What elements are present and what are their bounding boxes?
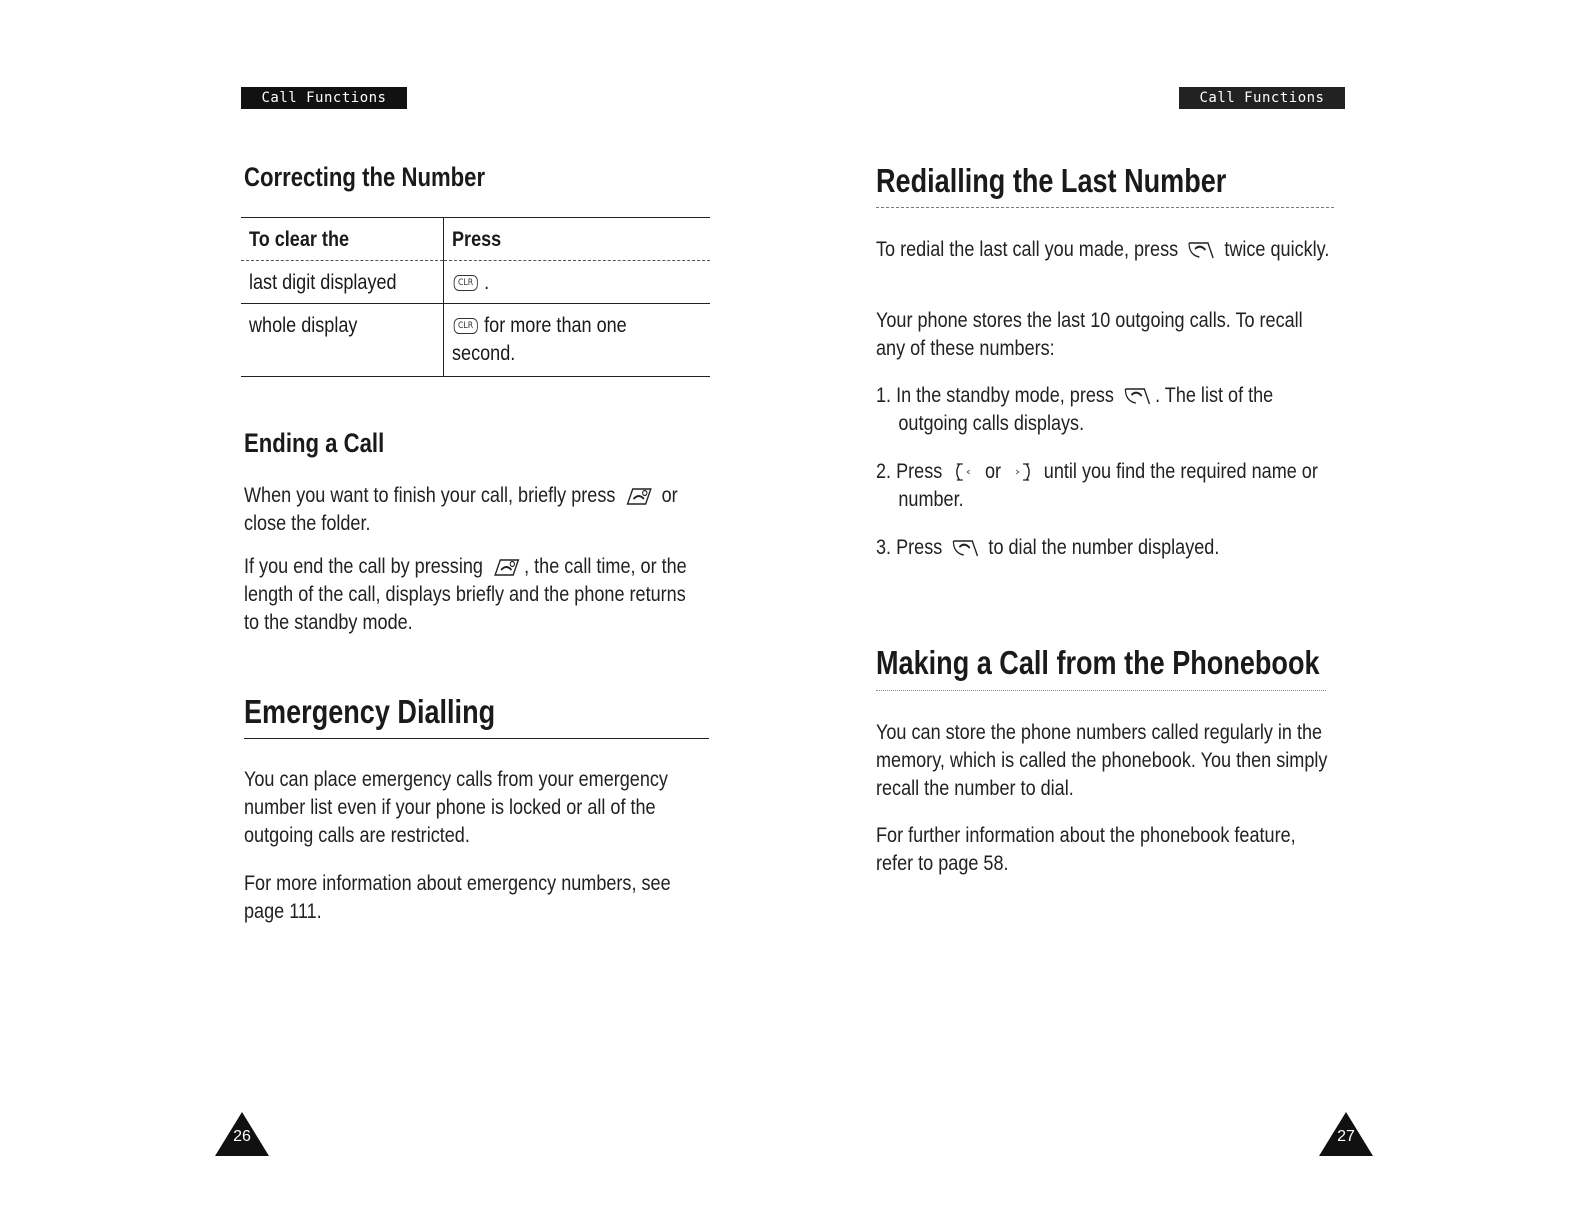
redial-p1-text-end: twice quickly. bbox=[1224, 238, 1330, 261]
clear-key-icon: CLR bbox=[454, 318, 478, 334]
emergency-paragraph-1: You can place emergency calls from your emergency number list even if your phone is locked or all of the outgoing calls are restricted. bbox=[244, 768, 668, 847]
right-page-number bbox=[1317, 1110, 1375, 1158]
redial-title: Redialling the Last Number bbox=[876, 162, 1227, 199]
step-number: 1. bbox=[876, 384, 892, 407]
step-text: Press bbox=[896, 460, 943, 483]
step-text: Press bbox=[896, 536, 943, 559]
send-key-icon bbox=[1122, 385, 1151, 407]
step-text-end: to dial the number displayed. bbox=[988, 536, 1220, 559]
step-number: 3. bbox=[876, 536, 892, 559]
ending-paragraph-2 bbox=[244, 553, 760, 637]
correcting-title: Correcting the Number bbox=[244, 162, 486, 192]
emergency-title-rule bbox=[244, 738, 709, 739]
phonebook-title-rule bbox=[876, 690, 1326, 691]
send-key-icon bbox=[951, 537, 980, 559]
ending-p2-text: If you end the call by pressing bbox=[244, 555, 483, 578]
left-page-number bbox=[213, 1110, 271, 1158]
table-cell-press: . bbox=[484, 271, 490, 294]
ending-p1-text: When you want to finish your call, briefly press bbox=[244, 484, 616, 507]
step-text: In the standby mode, press bbox=[896, 384, 1114, 407]
redial-paragraph-2: Your phone stores the last 10 outgoing calls. To recall any of these numbers: bbox=[876, 309, 1303, 360]
table-row bbox=[241, 304, 710, 377]
phonebook-paragraph-2: For further information about the phonebook feature, refer to page 58. bbox=[876, 824, 1296, 875]
redial-step-2 bbox=[876, 458, 1424, 514]
phonebook-paragraph-1: You can store the phone numbers called regularly in the memory, which is called the phonebook. You then simply recall the number to dial. bbox=[876, 721, 1328, 800]
table-row bbox=[241, 261, 710, 304]
step-text-end: . The list of the outgoing calls displays. bbox=[898, 384, 1274, 435]
ending-p1-text-end: or close the folder. bbox=[244, 484, 678, 535]
step-text-or: or bbox=[984, 460, 1002, 483]
table-header-press: Press bbox=[452, 228, 502, 251]
step-text-end: until you find the required name or number. bbox=[898, 460, 1318, 511]
left-header-tab: Call Functions bbox=[241, 87, 407, 109]
page-number-text: 26 bbox=[233, 1128, 251, 1145]
redial-paragraph-1 bbox=[876, 236, 1416, 264]
redial-title-rule bbox=[876, 207, 1334, 208]
phonebook-title: Making a Call from the Phonebook bbox=[876, 644, 1320, 681]
ending-p2-text-end: , the call time, or the length of the call, displays briefly and the phone returns to the standby mode. bbox=[244, 555, 687, 634]
page-number-text: 27 bbox=[1337, 1128, 1355, 1145]
send-key-icon bbox=[1187, 239, 1216, 261]
ending-title: Ending a Call bbox=[244, 428, 385, 458]
table-header-row bbox=[241, 218, 710, 261]
table-cell-what: last digit displayed bbox=[249, 271, 397, 294]
redial-step-1 bbox=[876, 382, 1416, 438]
table-header-clear: To clear the bbox=[249, 228, 350, 251]
right-header-tab: Call Functions bbox=[1179, 87, 1345, 109]
nav-right-icon bbox=[1010, 461, 1036, 483]
table-cell-press: for more than one second. bbox=[452, 314, 627, 365]
step-number: 2. bbox=[876, 460, 892, 483]
emergency-paragraph-2: For more information about emergency numbers, see page 111. bbox=[244, 872, 671, 923]
end-key-icon bbox=[491, 556, 520, 578]
nav-left-icon bbox=[951, 461, 977, 483]
end-key-icon bbox=[624, 485, 653, 507]
ending-paragraph-1 bbox=[244, 482, 764, 538]
redial-p1-text: To redial the last call you made, press bbox=[876, 238, 1179, 261]
clear-key-icon: CLR bbox=[454, 275, 478, 291]
correcting-table bbox=[241, 217, 710, 377]
emergency-title: Emergency Dialling bbox=[244, 693, 496, 730]
redial-step-3 bbox=[876, 534, 1416, 562]
table-cell-what: whole display bbox=[249, 314, 358, 337]
